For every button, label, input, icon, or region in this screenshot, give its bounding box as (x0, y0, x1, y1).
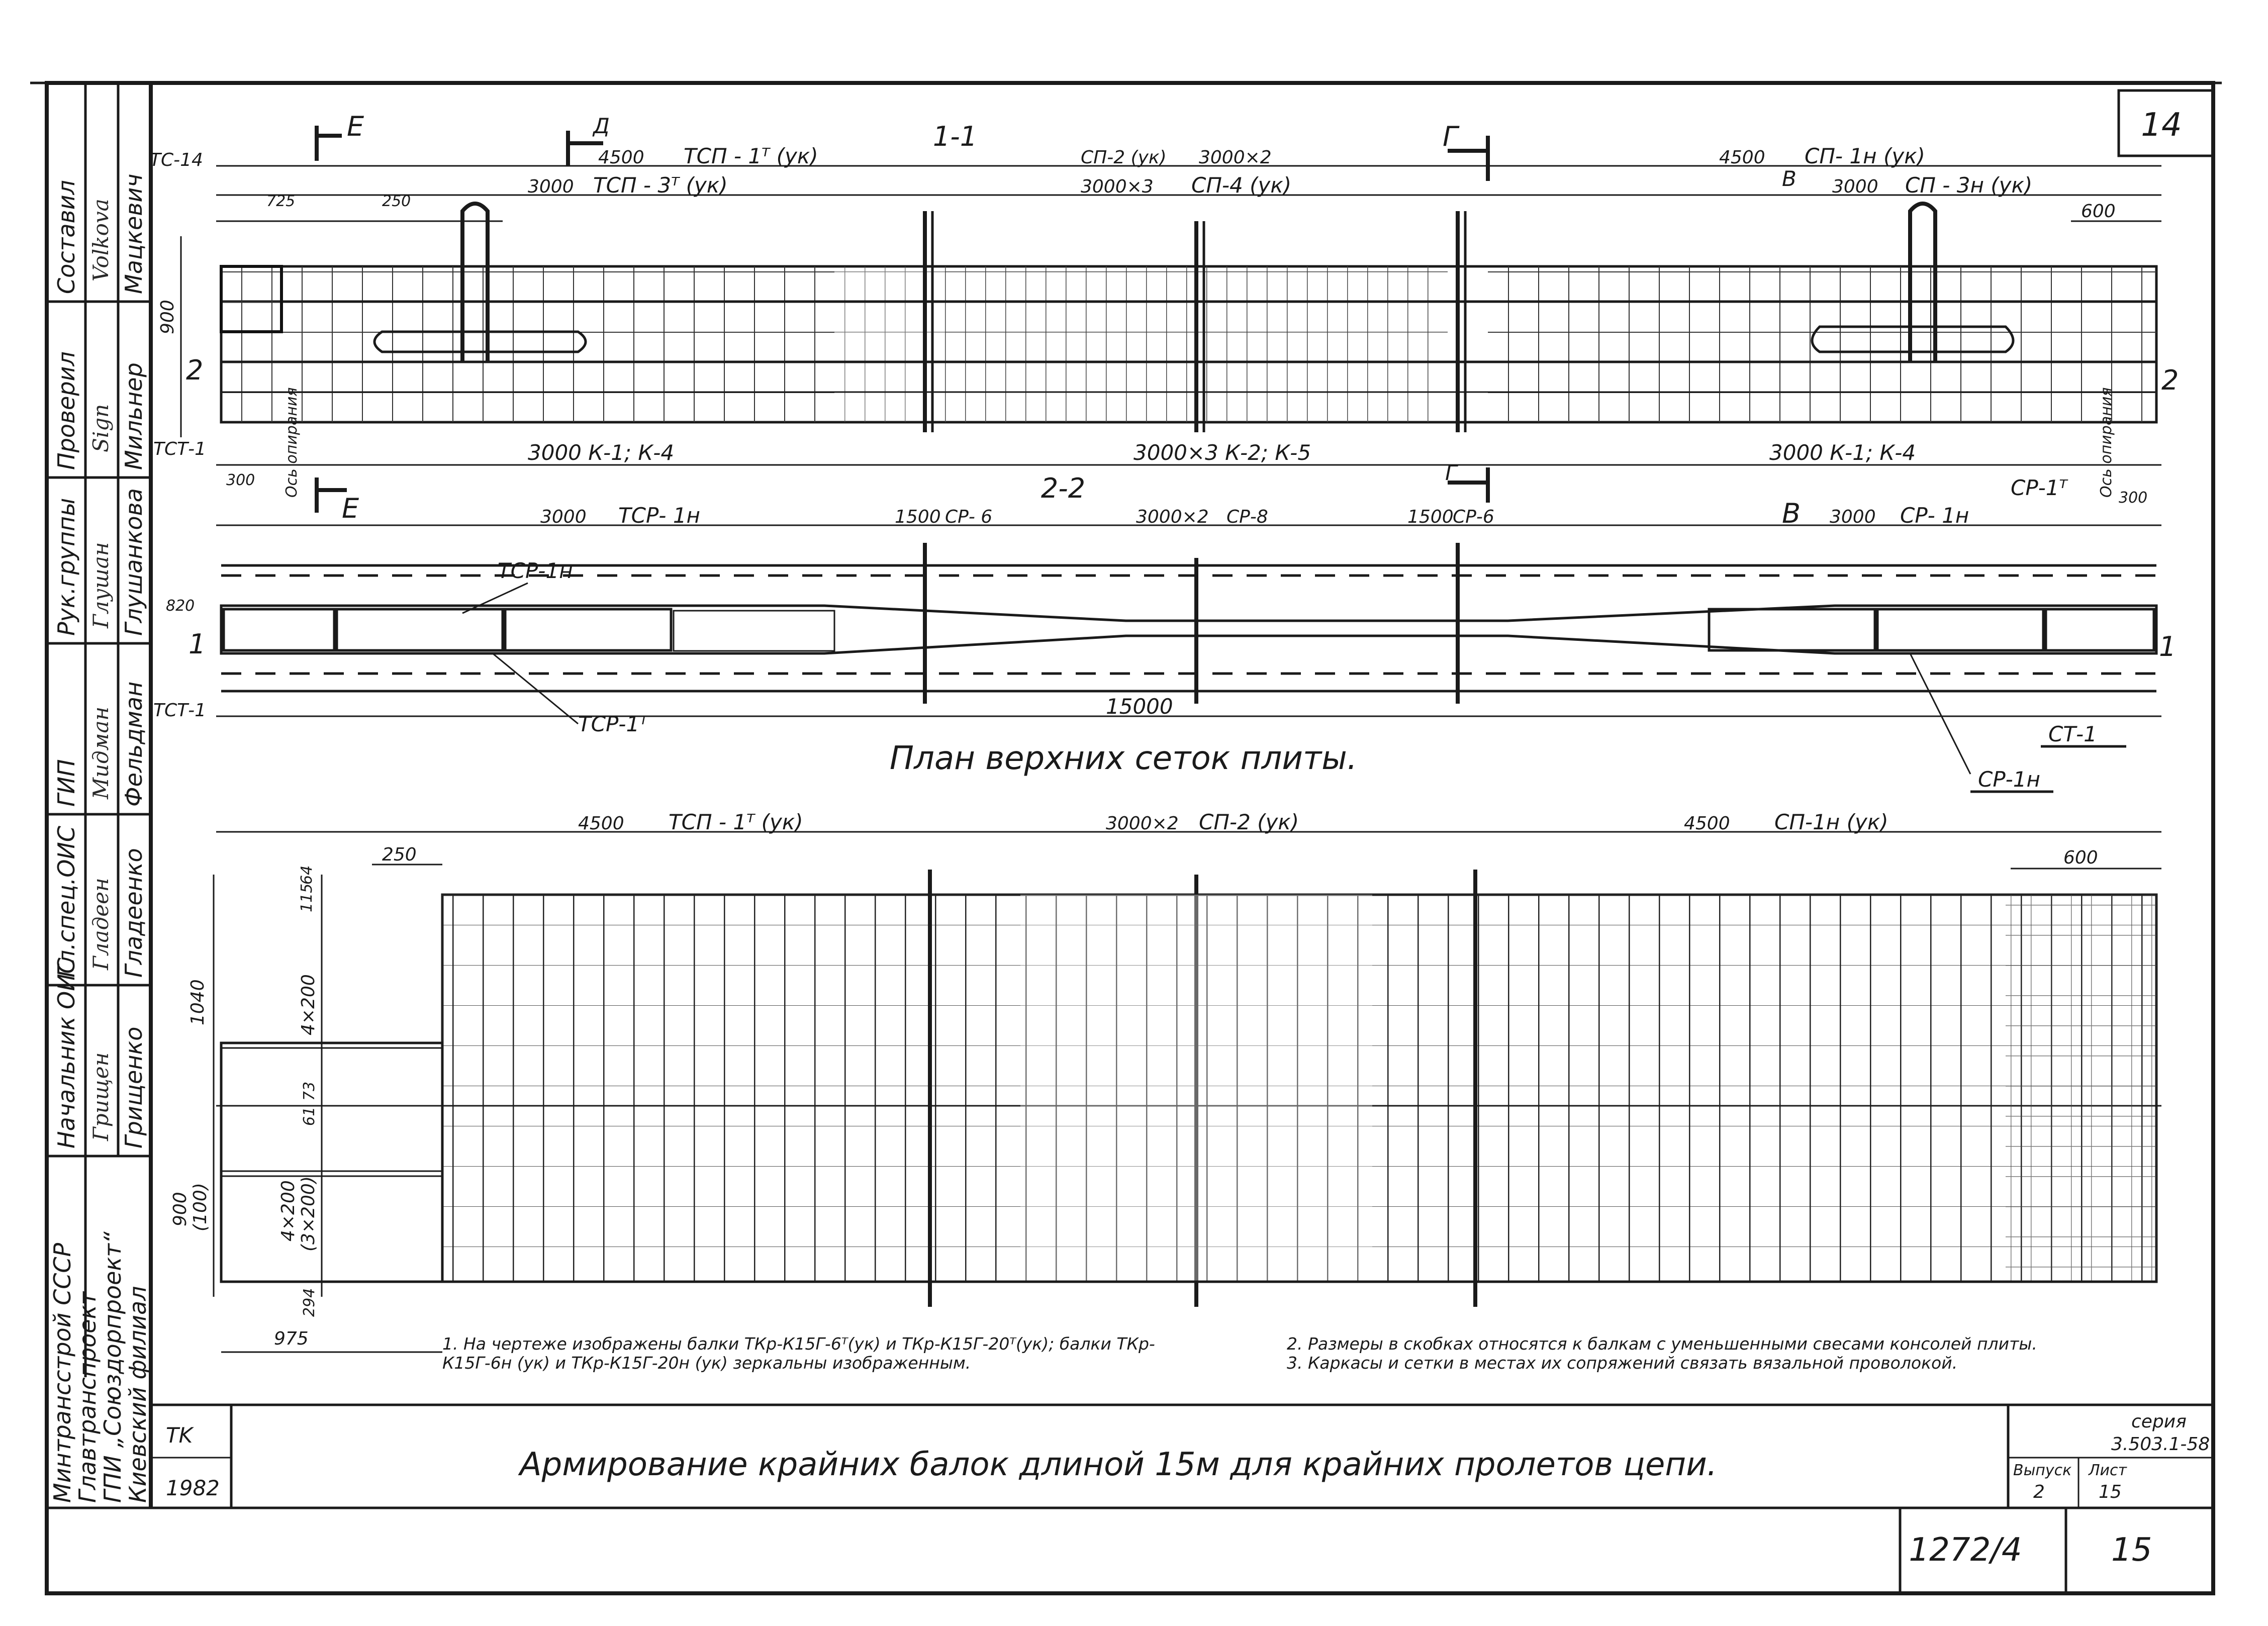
plan-dim-100: (100) (190, 1183, 211, 1231)
s11-label-2-right: 2 (2161, 364, 2179, 396)
stamp-name-3: Глушанкова (120, 488, 147, 636)
notes-left-box (442, 1334, 1216, 1405)
s11-mesh-sp3n: СП - 3н (ук) (1905, 173, 2033, 198)
s22-sr1n-top: СР- 1н (1900, 503, 1969, 528)
s11-bottom-mid: 3000×3 К-2; К-5 (1133, 440, 1311, 465)
plan-dim-4500-right: 4500 (1684, 813, 1730, 834)
s11-dim-3000x2: 3000×2 (1199, 147, 1272, 168)
org-line-3: ГПИ „Союздорпроект“ (99, 1231, 126, 1503)
s11-label-g: Г (1443, 121, 1458, 152)
s11-axis-support-left: Ось опирания (283, 387, 301, 498)
stamp-role-5: Гл.спец.ОИС (53, 826, 80, 978)
series-value: 3.503.1-58 (2111, 1434, 2210, 1455)
plan-dim-4x200: 4×200 (298, 974, 319, 1035)
titleblock-code: TK (166, 1423, 193, 1448)
s11-mesh-tsp3t: ТСП - 3ᵀ (ук) (593, 173, 728, 198)
s22-dim-1500-right: 1500 (1407, 507, 1454, 527)
s22-tsr1n-top: ТСР- 1н (618, 503, 700, 528)
s11-label-d: Д (593, 114, 610, 138)
stamp-role-4: ГИП (53, 759, 80, 807)
page-number: 14 (2141, 107, 2182, 144)
stamp-name-2: Мильнер (120, 362, 147, 470)
stamp-signature-5: Гладеен (88, 878, 113, 970)
s11-label-2-left: 2 (186, 354, 204, 386)
s22-label-e: Е (342, 493, 359, 524)
s11-bottom-right: 3000 К-1; К-4 (1769, 440, 1916, 465)
plan-dim-975: 975 (274, 1328, 309, 1349)
stamp-role-2: Проверил (53, 351, 80, 470)
sheet-bottom-number: 15 (2111, 1532, 2152, 1569)
plan-dim-4x200b: 4×200 (278, 1180, 299, 1241)
s11-mesh-sp2: СП-2 (ук) (1081, 147, 1167, 168)
s22-sr1n-leader (1910, 653, 1970, 774)
plan-dim-4500-left: 4500 (578, 813, 624, 834)
s22-dim-3000-right: 3000 (1830, 507, 1876, 527)
issue-label: Выпуск (2013, 1462, 2072, 1479)
s11-dim-900: 900 (157, 300, 178, 334)
titleblock-year: 1982 (166, 1476, 220, 1500)
note-2: 2. Размеры в скобках относятся к балкам с уменьшенными свесами консолей плиты. (1287, 1334, 2037, 1354)
s22-tsr1t: ТСР-1ᵀ (578, 712, 648, 736)
s22-dim-15000: 15000 (1106, 694, 1173, 719)
issue-value: 2 (2033, 1482, 2045, 1502)
plan-dim-3x200: (3×200) (298, 1176, 319, 1252)
s22-label-1-left: 1 (188, 628, 206, 660)
s11-mesh-sp4: СП-4 (ук) (1191, 173, 1292, 198)
notes-right-box (1287, 1334, 2141, 1405)
stamp-name-5: Гладеенко (120, 848, 147, 978)
stamp-name-6: Грищенко (120, 1026, 147, 1149)
project-number: 1272/4 (1909, 1532, 2022, 1569)
titleblock-title: Армирование крайних балок длиной 15м для крайних пролетов цепи. (519, 1446, 1718, 1483)
stamp-name-1: Мацкевич (120, 173, 147, 294)
org-line-2: Главтранспроект (74, 1291, 101, 1503)
s11-dim-3000-left: 3000 (528, 176, 574, 197)
plan-mesh-mid: СП-2 (ук) (1199, 810, 1299, 834)
s22-st1: СТ-1 (2048, 722, 2097, 746)
plan-dim-61: 61 (301, 1106, 318, 1126)
s11-dim-250: 250 (382, 193, 411, 210)
s11-dim-600: 600 (2081, 201, 2116, 222)
s22-tsr1t-leader (493, 653, 578, 724)
plan-dim-900: 900 (170, 1192, 191, 1226)
section-11-title: 1-1 (932, 121, 978, 152)
s11-cage-grid-mid2 (834, 266, 945, 422)
s11-label-tc14: ТС-14 (150, 150, 203, 170)
s11-end-block-left (221, 266, 281, 332)
s22-slab (221, 606, 2156, 653)
s11-cage-grid-left (221, 266, 834, 422)
s22-label-tct1: ТСТ-1 (153, 700, 207, 721)
plan-dim-1040: 1040 (187, 979, 208, 1025)
sheet-value: 15 (2099, 1482, 2122, 1502)
series-label: серия (2131, 1411, 2187, 1432)
stamp-role-6: Начальник ОИС (53, 958, 80, 1149)
plan-right-band (2006, 895, 2156, 1282)
plan-dim-600: 600 (2063, 847, 2098, 868)
s22-dim-300: 300 (2119, 489, 2148, 507)
plan-title: План верхних сеток плиты. (889, 740, 1358, 777)
s22-sr1n: СР-1н (1978, 767, 2040, 792)
s22-dim-1500-left: 1500 (895, 507, 941, 527)
plan-mesh-left: ТСП - 1ᵀ (ук) (669, 810, 803, 834)
sheet-label: Лист (2089, 1462, 2127, 1479)
plan-dim-64: 64 (298, 865, 316, 885)
stamp-role-3: Рук.группы (53, 498, 80, 636)
s11-dim-4500-left: 4500 (598, 147, 644, 168)
plan-mesh-right: СП-1н (ук) (1774, 810, 1888, 834)
stamp-name-4: Фельдман (120, 681, 147, 807)
s11-mesh-sp1n: СП- 1н (ук) (1805, 144, 1925, 168)
stamp-signature-3: Глушан (88, 542, 113, 628)
s22-dim-820: 820 (166, 597, 195, 615)
plan-left-block (221, 1043, 442, 1282)
plan-dim-73: 73 (301, 1081, 318, 1101)
s11-label-v: В (1782, 166, 1797, 191)
s11-dim-3000x3: 3000×3 (1081, 176, 1154, 197)
s11-label-tct1: ТСТ-1 (153, 439, 207, 459)
org-line-4: Киевский филиал (124, 1286, 151, 1503)
s22-sr1t: СР-1ᵀ (2011, 475, 2067, 500)
stamp-signature-6: Грищен (88, 1052, 113, 1141)
s22-sr8: СР-8 (1226, 507, 1268, 527)
s11-axis-support-right: Ось опирания (2098, 387, 2115, 498)
plan-dim-mid: 3000×2 (1106, 813, 1179, 834)
org-line-1: Минтрансстрой СССР (49, 1242, 76, 1503)
plan-dim-294: 294 (301, 1288, 318, 1317)
s22-dim-3000x2: 3000×2 (1136, 507, 1209, 527)
note-3: 3. Каркасы и сетки в местах их сопряжений связать вязальной проволокой. (1287, 1353, 1958, 1373)
s22-label-g: Г (1445, 460, 1457, 485)
note-1: 1. На чертеже изображены балки ТКр-К15Г-6ᵀ(ук) и ТКр-К15Г-20ᵀ(ук); балки ТКр-К15Г-6н (ук) и ТКр-К15Г-20н (ук) зеркальны изображенным. (442, 1334, 1155, 1373)
s22-dim-3000-left: 3000 (540, 507, 587, 527)
s11-bottom-left: 3000 К-1; К-4 (528, 440, 675, 465)
s11-dim-300: 300 (226, 471, 255, 489)
s11-cage-grid-right (1488, 266, 2156, 422)
s22-tsr1n: ТСР-1н (498, 558, 573, 583)
s22-label-v: В (1782, 498, 1801, 529)
s11-dim-4500-right: 4500 (1719, 147, 1765, 168)
s11-dim-725: 725 (266, 193, 296, 210)
plan-dim-250: 250 (382, 844, 417, 865)
plan-dim-115: 115 (298, 883, 316, 912)
s11-mesh-tsp1t: ТСП - 1ᵀ (ук) (684, 144, 818, 168)
stamp-role-1: Составил (53, 180, 80, 294)
s22-segments (224, 609, 2154, 651)
stamp-signature-1: Volkova (88, 199, 113, 281)
section-22-title: 2-2 (1041, 472, 1086, 504)
stamp-signature-4: Мидман (88, 706, 113, 799)
stamp-signature-2: Sign (88, 404, 113, 452)
s22-label-1-right: 1 (2159, 631, 2177, 662)
s11-dim-3000-right: 3000 (1832, 176, 1878, 197)
s22-sr6-right: СР-6 (1453, 507, 1494, 527)
plan-mid-zone (1020, 895, 1372, 1282)
s11-label-e: Е (347, 111, 364, 142)
s11-cut-e (317, 126, 342, 161)
s22-sr6-left: СР- 6 (945, 507, 993, 527)
